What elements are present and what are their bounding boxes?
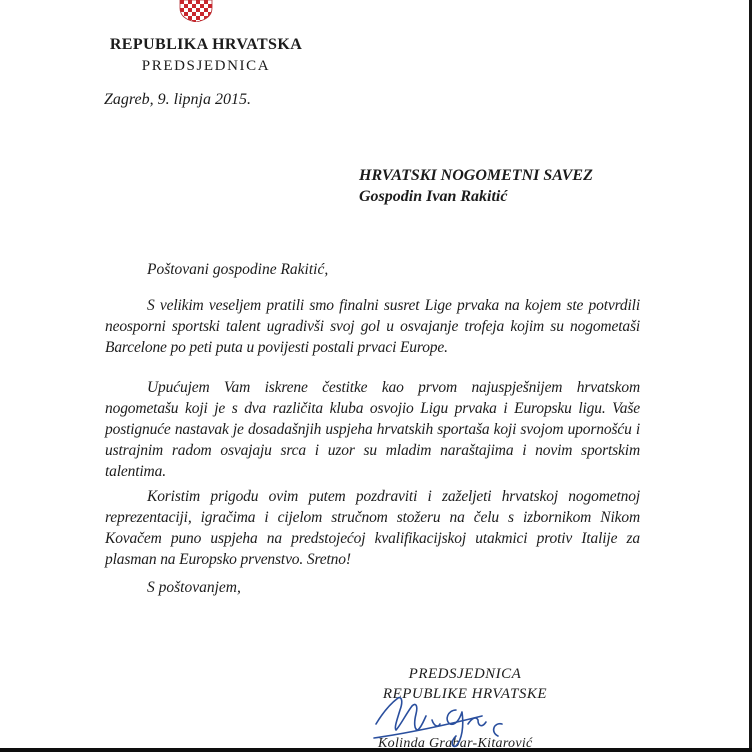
emblem-square [208,20,212,22]
emblem-square [180,8,184,12]
letter-date: Zagreb, 9. lipnja 2015. [104,91,251,108]
recipient-block [359,165,593,207]
letterhead [96,36,316,75]
emblem-square [188,0,192,4]
emblem-square [184,12,188,16]
recipient-name: Gospodin Ivan Rakitić [359,188,508,205]
emblem-square [180,0,184,4]
paragraph-2: Upućujem Vam iskrene čestitke kao prvom najuspješnijem hrvatskom nogometašu koji je s dva različita kluba osvojio Ligu prvaka i Europsku ligu. Vaše postignuće nastavak je dosadašnjih uspjeha hrvatskih sportaša koji svojom upornošću i ustrajnim radom osvajaju srca i uzor su mladim naraštajima i novim sportskim talentima. [105,379,640,480]
emblem-square [204,0,208,4]
emblem-square [196,16,200,20]
emblem-square [200,4,204,8]
emblem-square [192,12,196,16]
coat-of-arms-icon [178,0,214,22]
salutation: Poštovani gospodine Rakitić, [147,261,329,278]
emblem-square [184,4,188,8]
handwritten-signature-icon [372,680,547,748]
emblem-square [200,12,204,16]
emblem-square [184,20,188,22]
office-heading: PREDSJEDNICA [141,58,271,74]
emblem-square [192,4,196,8]
paragraph-1: S velikim veseljem pratili smo finalni susret Lige prvaka na kojem ste potvrdili neosporni sportski talent ugradivši svoj gol u osvajanje trofeja kojim su nogometaši Barcelone po peti puta u povijesti postali prvaci Europe. [105,297,640,356]
republic-heading: REPUBLIKA HRVATSKA [109,36,303,53]
emblem-square [188,8,192,12]
emblem-square [204,8,208,12]
page-edge-bottom [0,748,752,752]
recipient-organization: HRVATSKI NOGOMETNI SAVEZ [359,167,593,184]
emblem-square [208,4,212,8]
emblem-square [188,16,192,20]
signatory-name: Kolinda Grabar-Kitarović [378,736,533,751]
paragraph-3: Koristim prigodu ovim putem pozdraviti i zaželjeti hrvatskoj nogometnoj reprezentaciji, igračima i cijelom stručnom stožeru na čelu s izbornikom Nikom Kovačem puno uspjeha na predstojećoj kvalifikacijskoj utakmici protiv Italije za plasman na Europsko prvenstvo. Sretno! [105,488,640,568]
closing: S poštovanjem, [147,579,241,596]
emblem-square [196,0,200,4]
emblem-square [196,8,200,12]
signature-title-line-1: PREDSJEDNICA [408,666,522,682]
signature-title-line-2: REPUBLIKE HRVATSKE [382,686,548,702]
